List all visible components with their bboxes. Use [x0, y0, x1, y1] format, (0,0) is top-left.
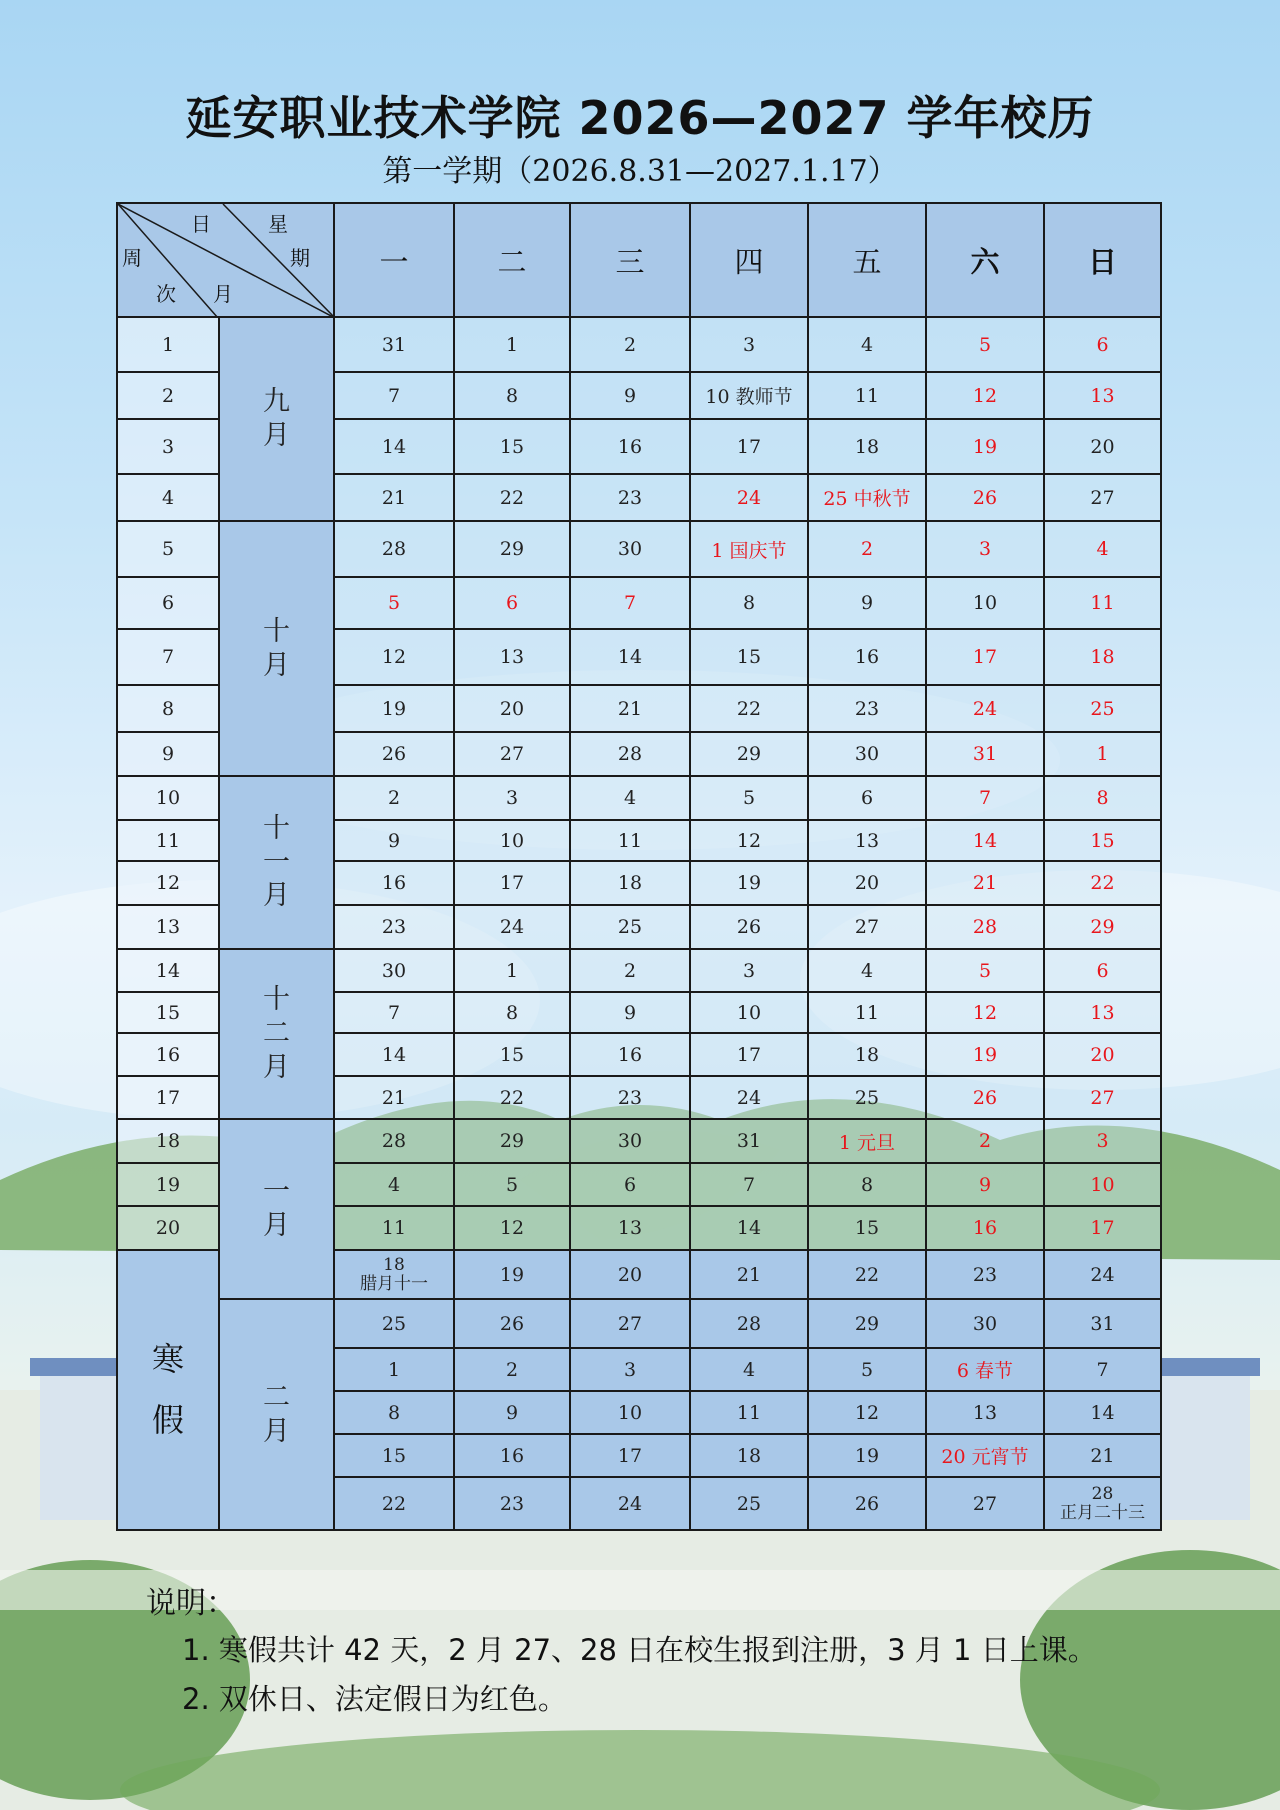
week-number: 16 [117, 1033, 219, 1076]
day-cell-fri: 4 [808, 317, 926, 372]
day-cell-mon: 9 [334, 820, 454, 861]
day-cell-tue: 29 [454, 1119, 570, 1163]
day-cell-wed: 14 [570, 629, 690, 685]
day-cell-thu: 1 国庆节 [690, 521, 808, 577]
day-cell-wed: 11 [570, 820, 690, 861]
day-cell-fri: 15 [808, 1206, 926, 1250]
day-header-sat: 六 [926, 203, 1044, 317]
day-cell-thu: 17 [690, 419, 808, 474]
day-cell-sun: 20 [1044, 419, 1161, 474]
day-cell-sat: 27 [926, 1477, 1044, 1530]
day-cell-sat: 9 [926, 1163, 1044, 1206]
week-number: 11 [117, 820, 219, 861]
day-cell-wed: 3 [570, 1348, 690, 1391]
day-cell-thu: 18 [690, 1434, 808, 1477]
day-cell-thu: 28 [690, 1299, 808, 1348]
day-cell-mon: 21 [334, 1076, 454, 1119]
week-number: 18 [117, 1119, 219, 1163]
day-cell-thu: 17 [690, 1033, 808, 1076]
week-number: 19 [117, 1163, 219, 1206]
day-cell-wed: 30 [570, 521, 690, 577]
day-cell-thu: 22 [690, 685, 808, 732]
day-cell-wed: 9 [570, 992, 690, 1033]
day-cell-thu: 8 [690, 577, 808, 629]
day-cell-tue: 23 [454, 1477, 570, 1530]
day-cell-wed: 9 [570, 372, 690, 419]
week-number: 8 [117, 685, 219, 732]
day-cell-sun: 18 [1044, 629, 1161, 685]
calendar-table [116, 202, 1162, 1531]
day-cell-sun: 25 [1044, 685, 1161, 732]
day-cell-thu: 25 [690, 1477, 808, 1530]
day-cell-mon: 4 [334, 1163, 454, 1206]
day-cell-fri: 8 [808, 1163, 926, 1206]
day-cell-thu: 24 [690, 1076, 808, 1119]
day-cell-mon: 25 [334, 1299, 454, 1348]
day-cell-tue: 2 [454, 1348, 570, 1391]
day-header-tue: 二 [454, 203, 570, 317]
day-cell-sat: 21 [926, 861, 1044, 905]
day-cell-wed: 25 [570, 905, 690, 949]
day-cell-mon: 23 [334, 905, 454, 949]
day-header-thu: 四 [690, 203, 808, 317]
day-cell-fri: 25 [808, 1076, 926, 1119]
day-cell-fri: 5 [808, 1348, 926, 1391]
day-cell-sun: 3 [1044, 1119, 1161, 1163]
day-cell-tue: 22 [454, 1076, 570, 1119]
corner-label-zhou: 周 [122, 246, 142, 270]
calendar-row [117, 949, 1161, 992]
month-dec: 十 二 月 [219, 949, 334, 1119]
day-cell-mon: 15 [334, 1434, 454, 1477]
day-cell-tue: 22 [454, 474, 570, 521]
day-cell-fri: 26 [808, 1477, 926, 1530]
day-number: 18 [383, 1254, 405, 1275]
day-cell-mon: 28 [334, 521, 454, 577]
day-cell-sun [1044, 1477, 1161, 1530]
day-cell-sat: 5 [926, 317, 1044, 372]
day-cell-mon: 8 [334, 1391, 454, 1434]
calendar-row [117, 1299, 1161, 1348]
day-cell-sun: 21 [1044, 1434, 1161, 1477]
header-corner-cell [117, 203, 334, 317]
day-cell-thu: 31 [690, 1119, 808, 1163]
day-cell-thu: 11 [690, 1391, 808, 1434]
corner-label-yue: 月 [213, 282, 233, 306]
day-cell-mon: 7 [334, 992, 454, 1033]
lunar-date-label: 腊月十一 [360, 1273, 428, 1294]
day-cell-wed: 2 [570, 949, 690, 992]
day-cell-sat: 23 [926, 1250, 1044, 1299]
day-cell-mon: 19 [334, 685, 454, 732]
day-cell-mon: 26 [334, 732, 454, 776]
day-cell-fri: 6 [808, 776, 926, 820]
day-cell-sun: 10 [1044, 1163, 1161, 1206]
day-cell-tue: 16 [454, 1434, 570, 1477]
day-cell-mon: 14 [334, 419, 454, 474]
day-cell-sun: 8 [1044, 776, 1161, 820]
day-cell-sat: 10 [926, 577, 1044, 629]
day-cell-thu: 3 [690, 949, 808, 992]
day-cell-fri: 19 [808, 1434, 926, 1477]
day-cell-sat: 26 [926, 1076, 1044, 1119]
calendar-row [117, 1119, 1161, 1163]
day-cell-sun: 11 [1044, 577, 1161, 629]
day-cell-sun: 17 [1044, 1206, 1161, 1250]
month-oct: 十 月 [219, 521, 334, 776]
day-cell-fri: 12 [808, 1391, 926, 1434]
day-cell-sat: 19 [926, 419, 1044, 474]
week-number: 1 [117, 317, 219, 372]
day-cell-fri: 16 [808, 629, 926, 685]
week-number: 3 [117, 419, 219, 474]
day-cell-sun: 4 [1044, 521, 1161, 577]
day-cell-tue: 9 [454, 1391, 570, 1434]
day-cell-sat: 13 [926, 1391, 1044, 1434]
day-cell-sat: 12 [926, 992, 1044, 1033]
week-number: 12 [117, 861, 219, 905]
day-cell-thu: 19 [690, 861, 808, 905]
day-cell-sun: 20 [1044, 1033, 1161, 1076]
day-cell-thu: 24 [690, 474, 808, 521]
day-cell-wed: 16 [570, 419, 690, 474]
week-number: 10 [117, 776, 219, 820]
week-number: 2 [117, 372, 219, 419]
day-cell-sun: 29 [1044, 905, 1161, 949]
month-sep: 九 月 [219, 317, 334, 521]
day-cell-wed: 7 [570, 577, 690, 629]
lunar-date-label: 正月二十三 [1060, 1502, 1145, 1523]
day-cell-fri: 11 [808, 372, 926, 419]
day-cell-wed: 17 [570, 1434, 690, 1477]
day-cell-thu: 4 [690, 1348, 808, 1391]
day-cell-thu: 10 教师节 [690, 372, 808, 419]
note-item-1: 1. 寒假共计 42 天，2 月 27、28 日在校生报到注册，3 月 1 日上课。 [182, 1633, 1097, 1667]
day-cell-mon: 1 [334, 1348, 454, 1391]
day-cell-sat: 31 [926, 732, 1044, 776]
day-cell-tue: 24 [454, 905, 570, 949]
day-cell-sun: 15 [1044, 820, 1161, 861]
day-cell-mon: 14 [334, 1033, 454, 1076]
day-cell-tue: 17 [454, 861, 570, 905]
day-cell-tue: 29 [454, 521, 570, 577]
day-cell-tue: 5 [454, 1163, 570, 1206]
day-cell-sat: 3 [926, 521, 1044, 577]
week-number: 9 [117, 732, 219, 776]
day-header-mon: 一 [334, 203, 454, 317]
day-cell-sun: 13 [1044, 992, 1161, 1033]
day-cell-sun: 6 [1044, 317, 1161, 372]
day-cell-mon: 22 [334, 1477, 454, 1530]
day-header-wed: 三 [570, 203, 690, 317]
day-cell-sat: 30 [926, 1299, 1044, 1348]
day-cell-fri: 25 中秋节 [808, 474, 926, 521]
day-cell-mon: 28 [334, 1119, 454, 1163]
day-cell-sun: 14 [1044, 1391, 1161, 1434]
day-cell-thu: 12 [690, 820, 808, 861]
month-nov: 十 一 月 [219, 776, 334, 949]
day-cell-mon: 31 [334, 317, 454, 372]
day-cell-fri: 22 [808, 1250, 926, 1299]
day-cell-sat: 16 [926, 1206, 1044, 1250]
day-cell-thu: 14 [690, 1206, 808, 1250]
day-cell-sat: 19 [926, 1033, 1044, 1076]
day-cell-tue: 19 [454, 1250, 570, 1299]
day-cell-wed: 10 [570, 1391, 690, 1434]
day-cell-mon: 16 [334, 861, 454, 905]
day-cell-thu: 7 [690, 1163, 808, 1206]
day-cell-fri: 11 [808, 992, 926, 1033]
page-title: 延安职业技术学院 2026—2027 学年校历 [185, 91, 1095, 145]
day-cell-wed: 23 [570, 474, 690, 521]
week-number: 5 [117, 521, 219, 577]
day-cell-fri: 2 [808, 521, 926, 577]
day-cell-fri: 4 [808, 949, 926, 992]
day-cell-wed: 13 [570, 1206, 690, 1250]
day-cell-wed: 16 [570, 1033, 690, 1076]
day-cell-sun: 22 [1044, 861, 1161, 905]
day-cell-tue: 20 [454, 685, 570, 732]
day-cell-sun: 1 [1044, 732, 1161, 776]
day-cell-wed: 21 [570, 685, 690, 732]
day-cell-tue: 8 [454, 992, 570, 1033]
calendar-row [117, 317, 1161, 372]
calendar-body [117, 317, 1161, 1530]
day-cell-thu: 15 [690, 629, 808, 685]
day-cell-wed: 30 [570, 1119, 690, 1163]
day-cell-mon: 7 [334, 372, 454, 419]
day-cell-wed: 18 [570, 861, 690, 905]
week-number: 14 [117, 949, 219, 992]
month-feb: 二 月 [219, 1299, 334, 1530]
semester-subtitle: 第一学期（2026.8.31—2027.1.17） [382, 154, 898, 189]
day-cell-sat: 20 元宵节 [926, 1434, 1044, 1477]
day-cell-thu: 21 [690, 1250, 808, 1299]
day-cell-mon: 12 [334, 629, 454, 685]
day-cell-sat: 5 [926, 949, 1044, 992]
day-cell-fri: 18 [808, 1033, 926, 1076]
day-cell-sun: 27 [1044, 474, 1161, 521]
day-cell-wed: 24 [570, 1477, 690, 1530]
day-cell-sat: 12 [926, 372, 1044, 419]
calendar-row [117, 776, 1161, 820]
winter-vacation-label: 寒 假 [117, 1250, 219, 1530]
day-cell-thu: 5 [690, 776, 808, 820]
day-cell-wed: 2 [570, 317, 690, 372]
week-number: 7 [117, 629, 219, 685]
day-cell-wed: 6 [570, 1163, 690, 1206]
day-cell-mon: 5 [334, 577, 454, 629]
day-cell-fri: 1 元旦 [808, 1119, 926, 1163]
corner-label-ci: 次 [156, 282, 176, 306]
day-number: 28 [1091, 1483, 1114, 1504]
day-cell-sun: 13 [1044, 372, 1161, 419]
day-cell-mon: 21 [334, 474, 454, 521]
day-cell-tue: 3 [454, 776, 570, 820]
day-cell-tue: 13 [454, 629, 570, 685]
day-cell-thu: 10 [690, 992, 808, 1033]
day-cell-tue: 8 [454, 372, 570, 419]
day-cell-thu: 3 [690, 317, 808, 372]
week-number: 15 [117, 992, 219, 1033]
day-cell-sun: 7 [1044, 1348, 1161, 1391]
week-number: 13 [117, 905, 219, 949]
day-cell-tue: 1 [454, 317, 570, 372]
day-cell-tue: 12 [454, 1206, 570, 1250]
day-cell-sun: 6 [1044, 949, 1161, 992]
day-cell-fri: 13 [808, 820, 926, 861]
corner-label-xing: 星 [268, 212, 288, 236]
day-cell-thu: 26 [690, 905, 808, 949]
day-cell-wed: 27 [570, 1299, 690, 1348]
day-cell-fri: 9 [808, 577, 926, 629]
day-cell-sun: 24 [1044, 1250, 1161, 1299]
day-cell-tue: 15 [454, 419, 570, 474]
day-cell-fri: 29 [808, 1299, 926, 1348]
day-cell-sat: 26 [926, 474, 1044, 521]
day-cell-sun: 27 [1044, 1076, 1161, 1119]
day-cell-sat: 24 [926, 685, 1044, 732]
note-item-2: 2. 双休日、法定假日为红色。 [182, 1682, 567, 1716]
week-number: 4 [117, 474, 219, 521]
day-cell-mon: 30 [334, 949, 454, 992]
day-cell-tue: 15 [454, 1033, 570, 1076]
day-cell-fri: 18 [808, 419, 926, 474]
day-cell-tue: 6 [454, 577, 570, 629]
day-cell-mon [334, 1250, 454, 1299]
day-cell-sat: 6 春节 [926, 1348, 1044, 1391]
month-jan: 一 月 [219, 1119, 334, 1299]
day-header-fri: 五 [808, 203, 926, 317]
day-cell-wed: 23 [570, 1076, 690, 1119]
day-cell-sat: 7 [926, 776, 1044, 820]
day-header-sun: 日 [1044, 203, 1161, 317]
day-cell-tue: 10 [454, 820, 570, 861]
day-cell-wed: 20 [570, 1250, 690, 1299]
notes-heading: 说明： [146, 1586, 236, 1621]
day-cell-tue: 26 [454, 1299, 570, 1348]
week-number: 20 [117, 1206, 219, 1250]
day-cell-tue: 1 [454, 949, 570, 992]
day-cell-wed: 28 [570, 732, 690, 776]
week-number: 6 [117, 577, 219, 629]
day-cell-fri: 20 [808, 861, 926, 905]
calendar-row [117, 521, 1161, 577]
notes-section [146, 1578, 1097, 1726]
day-cell-sat: 2 [926, 1119, 1044, 1163]
day-cell-fri: 27 [808, 905, 926, 949]
day-cell-sat: 28 [926, 905, 1044, 949]
day-cell-mon: 11 [334, 1206, 454, 1250]
corner-label-ri: 日 [191, 212, 211, 236]
day-cell-mon: 2 [334, 776, 454, 820]
week-number: 17 [117, 1076, 219, 1119]
day-cell-wed: 4 [570, 776, 690, 820]
day-cell-sat: 14 [926, 820, 1044, 861]
day-cell-tue: 27 [454, 732, 570, 776]
day-cell-fri: 30 [808, 732, 926, 776]
corner-label-qi: 期 [290, 246, 310, 270]
day-cell-fri: 23 [808, 685, 926, 732]
day-cell-sat: 17 [926, 629, 1044, 685]
day-cell-sun: 31 [1044, 1299, 1161, 1348]
day-cell-thu: 29 [690, 732, 808, 776]
